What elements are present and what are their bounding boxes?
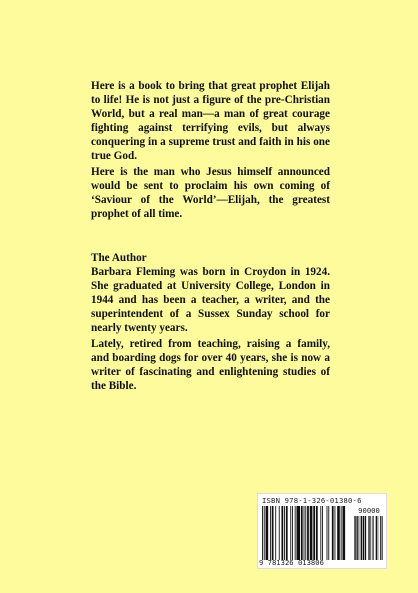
barcode-bar [361, 516, 362, 560]
barcode-bar [337, 506, 340, 560]
barcode-bar [284, 506, 285, 560]
blurb-paragraph-1: Here is a book to bring that great prophet Elijah to life! He is not just a figure of the pre-Christian World, but a real man—a man of great courage fighting against terrifying evils, but always conquering in a supreme trust and faith in his one true God. [91, 80, 330, 162]
barcode-bar [357, 516, 358, 560]
barcode-bar [341, 506, 342, 560]
addon-barcode-bars [354, 516, 384, 560]
isbn-barcode [257, 493, 387, 569]
barcode-bar [320, 506, 321, 560]
barcode-bar [332, 506, 334, 560]
barcode-bar [307, 506, 309, 560]
barcode-bar [262, 506, 263, 560]
barcode-bar [365, 516, 366, 560]
barcode-bar [310, 506, 313, 560]
isbn-label: ISBN 978-1-326-01380-6 [262, 496, 362, 505]
barcode-bar [373, 516, 374, 560]
barcode-bar [369, 516, 370, 560]
price-code: 90000 [358, 506, 380, 515]
barcode-bar [328, 506, 329, 560]
author-section [91, 251, 330, 335]
barcode-bar [335, 506, 336, 560]
barcode-bar [296, 506, 300, 560]
barcode-bar [342, 506, 345, 560]
barcode-bar [380, 516, 381, 560]
barcode-bar [279, 506, 280, 560]
barcode-bar [305, 506, 306, 560]
barcode-bar [376, 516, 377, 560]
author-bio: Barbara Fleming was born in Croydon in 1924. She graduated at University College, London in 1944 and has been a teacher, a writer, and the superintendent of a Sussex Sunday school for nearly twenty years. [91, 266, 330, 334]
barcode-bar [292, 506, 293, 560]
author-heading: The Author [91, 252, 147, 264]
barcode-bar [295, 506, 296, 560]
ean-digits: 9 781326 013806 [259, 558, 324, 567]
barcode-bar [354, 516, 355, 560]
barcode-bar [290, 506, 291, 560]
barcode-bar [360, 516, 361, 560]
barcode-bar [272, 506, 274, 560]
barcode-bar [322, 506, 323, 560]
barcode-bar [378, 516, 379, 560]
blurb-paragraph-2: Here is the man who Jesus himself announced would be sent to proclaim his own coming of ‘Saviour of the World’—Elijah, the greatest prophet of all time. [91, 166, 330, 220]
barcode-bar [304, 506, 305, 560]
author-later-life: Lately, retired from teaching, raising a family, and boarding dogs for over 40 years, she is now a writer of fascinating and enlightening studies of the Bible. [91, 338, 330, 392]
barcode-bar [313, 506, 315, 560]
barcode-bar [270, 506, 271, 560]
ean-barcode-bars [262, 506, 346, 560]
barcode-bar [372, 516, 373, 560]
barcode-bar [363, 516, 364, 560]
barcode-bar [286, 506, 288, 560]
barcode-bar [355, 516, 356, 560]
barcode-bar [275, 506, 276, 560]
barcode-bar [264, 506, 265, 560]
barcode-bar [281, 506, 283, 560]
barcode-bar [382, 516, 383, 560]
barcode-bar [327, 506, 328, 560]
barcode-bar [368, 516, 369, 560]
barcode-bar [266, 506, 269, 560]
barcode-bar [316, 506, 318, 560]
barcode-bar [301, 506, 303, 560]
